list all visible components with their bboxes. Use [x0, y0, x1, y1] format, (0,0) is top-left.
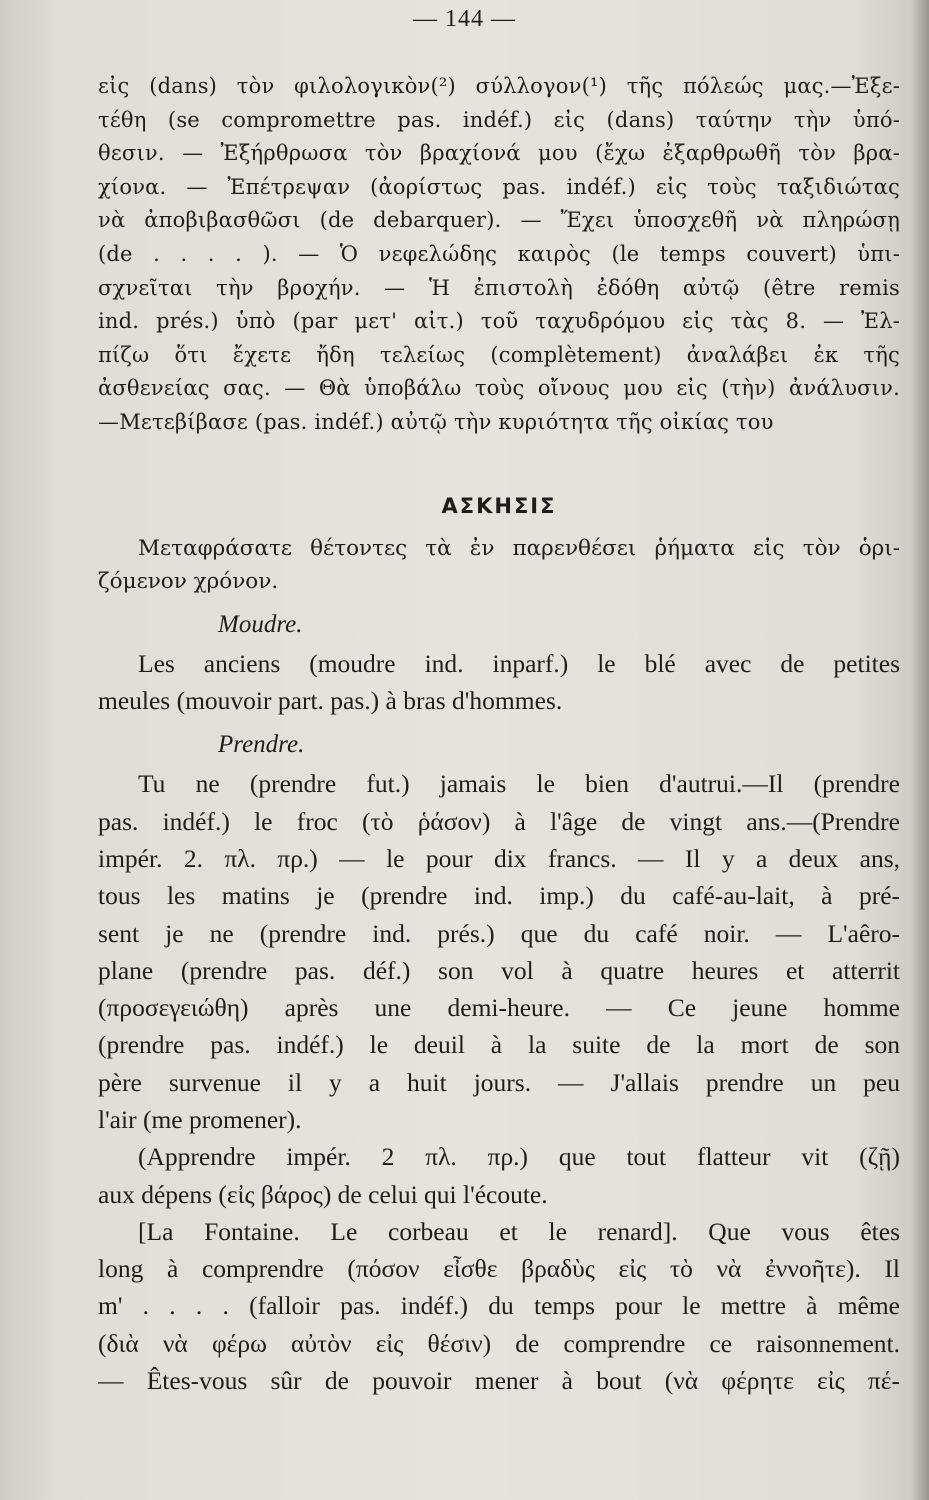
text-line: χίονα. — Ἐπέτρεψαν (ἀορίστως pas. indéf.) εἰς τοὺς ταξιδιώτας [98, 174, 900, 199]
text-line: Tu ne (prendre fut.) jamais le bien d'autrui.—Il (prendre [138, 769, 900, 799]
text-line: εἰς (dans) τὸν φιλολογικὸν(²) σύλλογον(¹) τῆς πόλεώς μας.—Ἐξε- [98, 74, 900, 98]
text-line: [La Fontaine. Le corbeau et le renard]. Que vous êtes [138, 1216, 900, 1246]
text-line: (Apprendre impér. 2 πλ. πρ.) que tout flatteur vit (ζῇ) [138, 1142, 900, 1172]
section-moudre-text [98, 645, 900, 720]
text-line: (προσεγειώθη) après une demi-heure. — Ce jeune homme [98, 993, 900, 1023]
section-prendre-text [98, 765, 900, 1399]
exercises-instructions [98, 532, 900, 599]
section-title-prendre: Prendre. [218, 731, 305, 759]
page-content [98, 70, 900, 1399]
text-line: meules (mouvoir part. pas.) à bras d'hommes. [98, 686, 563, 716]
text-line: (διὰ νὰ φέρω αὐτὸν εἰς θέσιν) de comprendre ce raisonnement. [98, 1328, 900, 1358]
section-title-moudre: Moudre. [218, 610, 303, 638]
text-line: —Μετεβίβασε (pas. indéf.) αὐτῷ τὴν κυριότητα τῆς οἰκίας του [98, 409, 774, 434]
exercises-heading: ΑΣΚΗΣΙΣ [441, 493, 557, 518]
text-line: sent je ne (prendre ind. prés.) que du café noir. — L'aêro- [98, 918, 900, 948]
text-line: ζόμενον χρόνον. [98, 569, 279, 595]
text-line: tous les matins je (prendre ind. imp.) du café-au-lait, à pré- [98, 881, 900, 911]
page-number: — 144 — [413, 6, 516, 32]
text-line: aux dépens (εἰς βάρος) de celui qui l'écoute. [98, 1179, 548, 1209]
text-line: père survenue il y a huit jours. — J'allais prendre un peu [98, 1067, 900, 1097]
greek-paragraph [98, 70, 900, 440]
text-line: (de . . . . ). — Ὁ νεφελώδης καιρὸς (le temps couvert) ὑπι- [98, 241, 900, 266]
text-line: long à comprendre (πόσον εἶσθε βραδὺς εἰς τὸ νὰ ἐννοῆτε). Il [98, 1254, 900, 1284]
text-line: τέθη (se compromettre pas. indéf.) εἰς (dans) ταύτην τὴν ὑπό- [98, 107, 900, 132]
text-line: l'air (me promener). [98, 1104, 302, 1134]
text-line: — Êtes-vous sûr de pouvoir mener à bout (νὰ φέρητε εἰς πέ- [98, 1366, 900, 1396]
text-line: m' . . . . (falloir pas. indéf.) du temps pour le mettre à même [98, 1291, 900, 1321]
text-line: ind. prés.) ὑπὸ (par μετ' αἰτ.) τοῦ ταχυδρόμου εἰς τὰς 8. — Ἐλ- [98, 309, 900, 334]
page-edge-shadow [911, 0, 929, 1500]
text-line: Les anciens (moudre ind. inparf.) le blé avec de petites [138, 648, 900, 678]
text-line: (prendre pas. indéf.) le deuil à la suite de la mort de son [98, 1030, 900, 1060]
text-line: impér. 2. πλ. πρ.) — le pour dix francs. — Il y a deux ans, [98, 843, 900, 873]
text-line: Μεταφράσατε θέτοντες τὰ ἐν παρενθέσει ῥήματα εἰς τὸν ὁρι- [138, 535, 900, 561]
text-line: σχνεῖται τὴν βροχήν. — Ἡ ἐπιστολὴ ἐδόθη αὐτῷ (être remis [98, 275, 900, 300]
text-line: ἀσθενείας σας. — Θὰ ὑποβάλω τοὺς οἴνους μου εἰς (τὴν) ἀνάλυσιν. [98, 376, 900, 401]
text-line: θεσιν. — Ἐξήρθρωσα τὸν βραχίονά μου (ἔχω ἐξαρθρωθῆ τὸν βρα- [98, 141, 900, 166]
text-line: plane (prendre pas. déf.) son vol à quatre heures et atterrit [98, 955, 900, 985]
text-line: πίζω ὅτι ἔχετε ἤδη τελείως (complètement) ἀναλάβει ἐκ τῆς [98, 342, 900, 367]
text-line: νὰ ἀποβιβασθῶσι (de debarquer). — Ἔχει ὑποσχεθῆ νὰ πληρώσῃ [98, 208, 900, 233]
text-line: pas. indéf.) le froc (τὸ ῥάσον) à l'âge de vingt ans.—(Prendre [98, 806, 900, 836]
